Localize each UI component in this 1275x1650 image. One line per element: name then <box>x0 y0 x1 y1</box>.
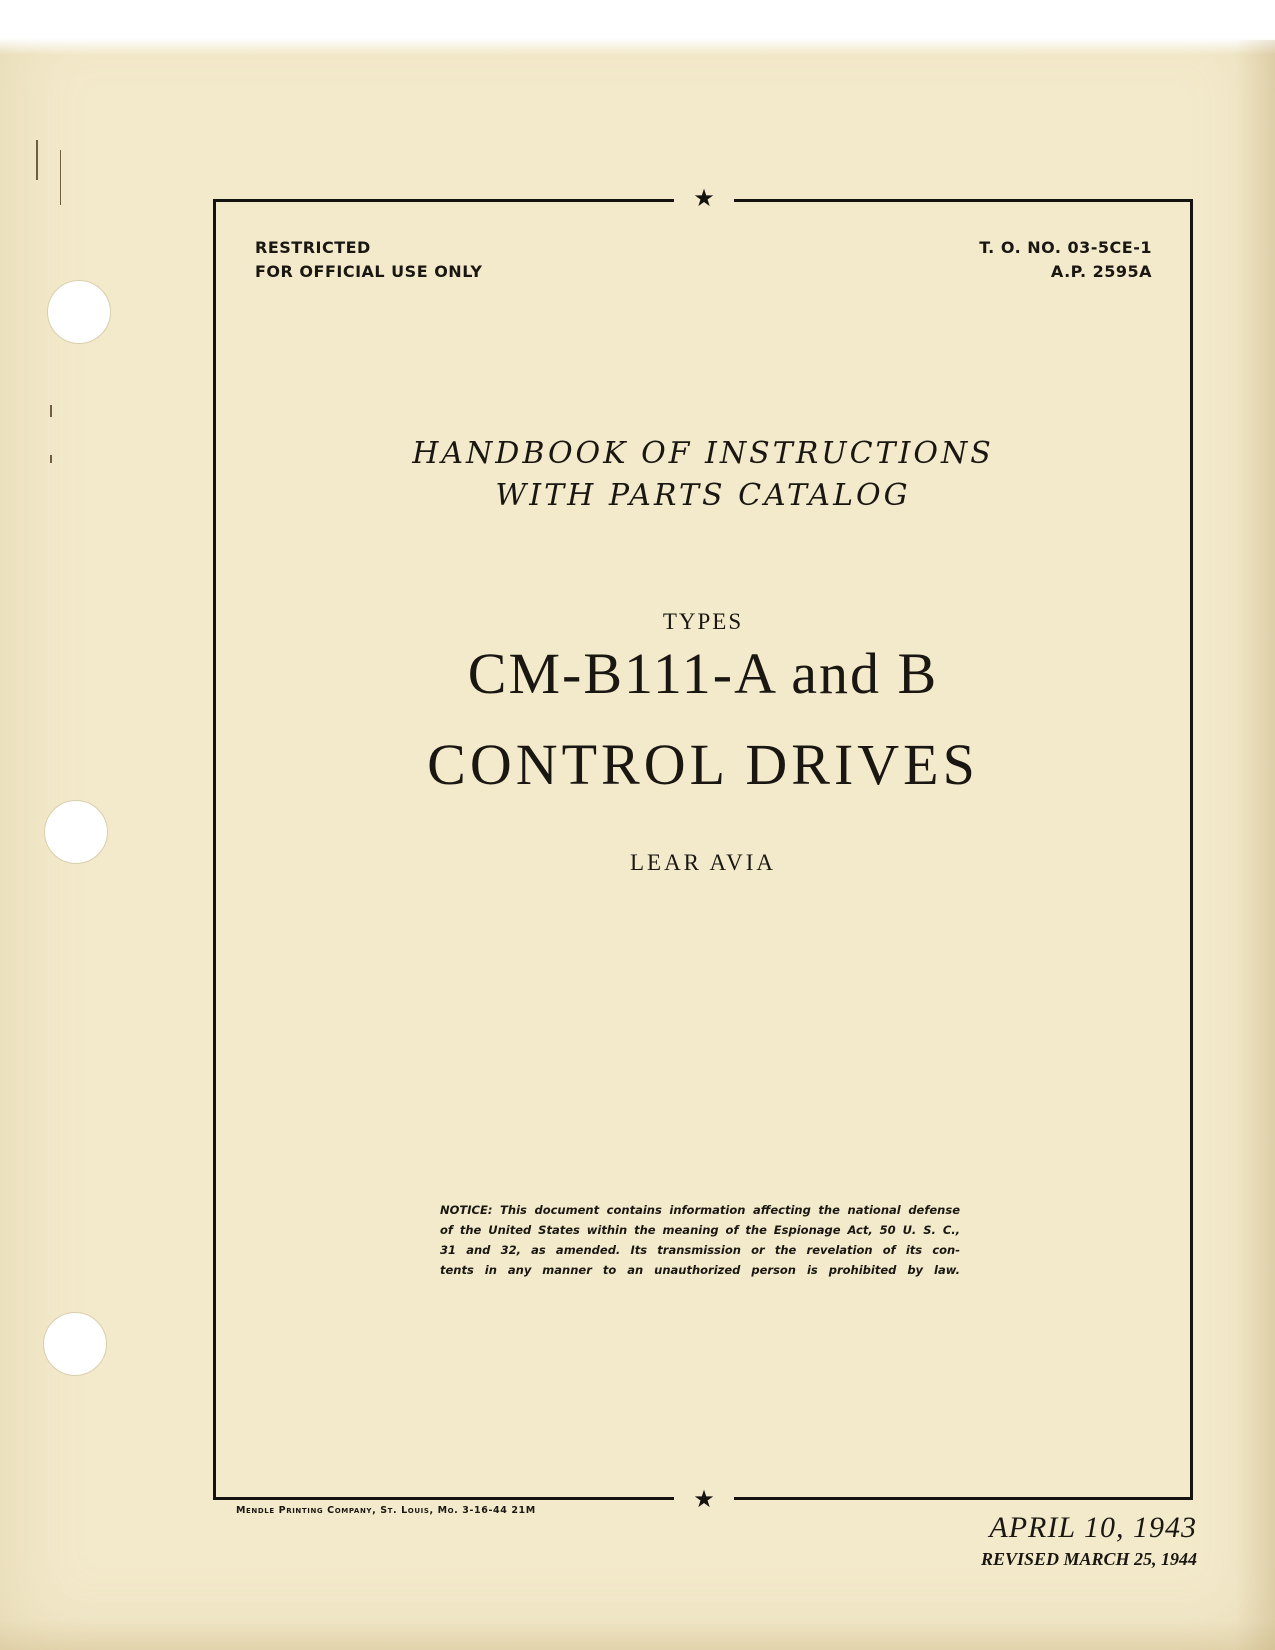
types-label: TYPES <box>662 609 744 634</box>
binding-mark <box>36 140 38 180</box>
page-top-edge <box>0 0 1275 55</box>
model-designation: CM-B111-A and B <box>467 641 939 706</box>
notice-line: tents in any manner to an unauthorized person is prohibited by law. <box>440 1263 960 1277</box>
punch-hole-top <box>47 280 111 344</box>
date-block <box>981 1510 1197 1572</box>
revision-date: REVISED MARCH 25, 1944 <box>980 1549 1197 1569</box>
binding-mark <box>50 405 52 417</box>
espionage-notice <box>440 1200 960 1280</box>
ap-number: A.P. 2595A <box>1050 262 1152 281</box>
notice-line: of the United States within the meaning of the Espionage Act, 50 U. S. C., <box>440 1223 960 1237</box>
printer-imprint: Mendle Printing Company, St. Louis, Mo. 3-16-44 21M <box>236 1505 536 1516</box>
publication-date: APRIL 10, 1943 <box>989 1511 1197 1544</box>
star-ornament-bottom: ★ <box>674 1487 734 1511</box>
document-number-block <box>979 236 1152 284</box>
handbook-title-line-1: HANDBOOK OF INSTRUCTIONS <box>412 436 994 471</box>
handbook-title-line-2: WITH PARTS CATALOG <box>495 478 911 513</box>
classification-block <box>255 236 482 284</box>
page-bottom-edge <box>0 1620 1275 1650</box>
technical-order-number: T. O. NO. 03-5CE-1 <box>979 238 1152 257</box>
page-right-edge-shadow <box>1235 40 1275 1650</box>
notice-line: 31 and 32, as amended. Its transmission or the revelation of its con- <box>440 1243 960 1257</box>
star-ornament-top: ★ <box>674 186 734 210</box>
binding-mark <box>50 455 52 463</box>
punch-hole-middle <box>44 800 108 864</box>
usage-restriction: FOR OFFICIAL USE ONLY <box>255 262 483 281</box>
handbook-title <box>213 433 1193 517</box>
punch-hole-bottom <box>43 1312 107 1376</box>
classification-label: RESTRICTED <box>255 238 371 257</box>
manufacturer-name: LEAR AVIA <box>629 850 777 875</box>
binding-mark <box>60 150 61 205</box>
notice-line: NOTICE: This document contains information affecting the national defense <box>440 1203 960 1217</box>
product-title: CONTROL DRIVES <box>427 732 979 797</box>
